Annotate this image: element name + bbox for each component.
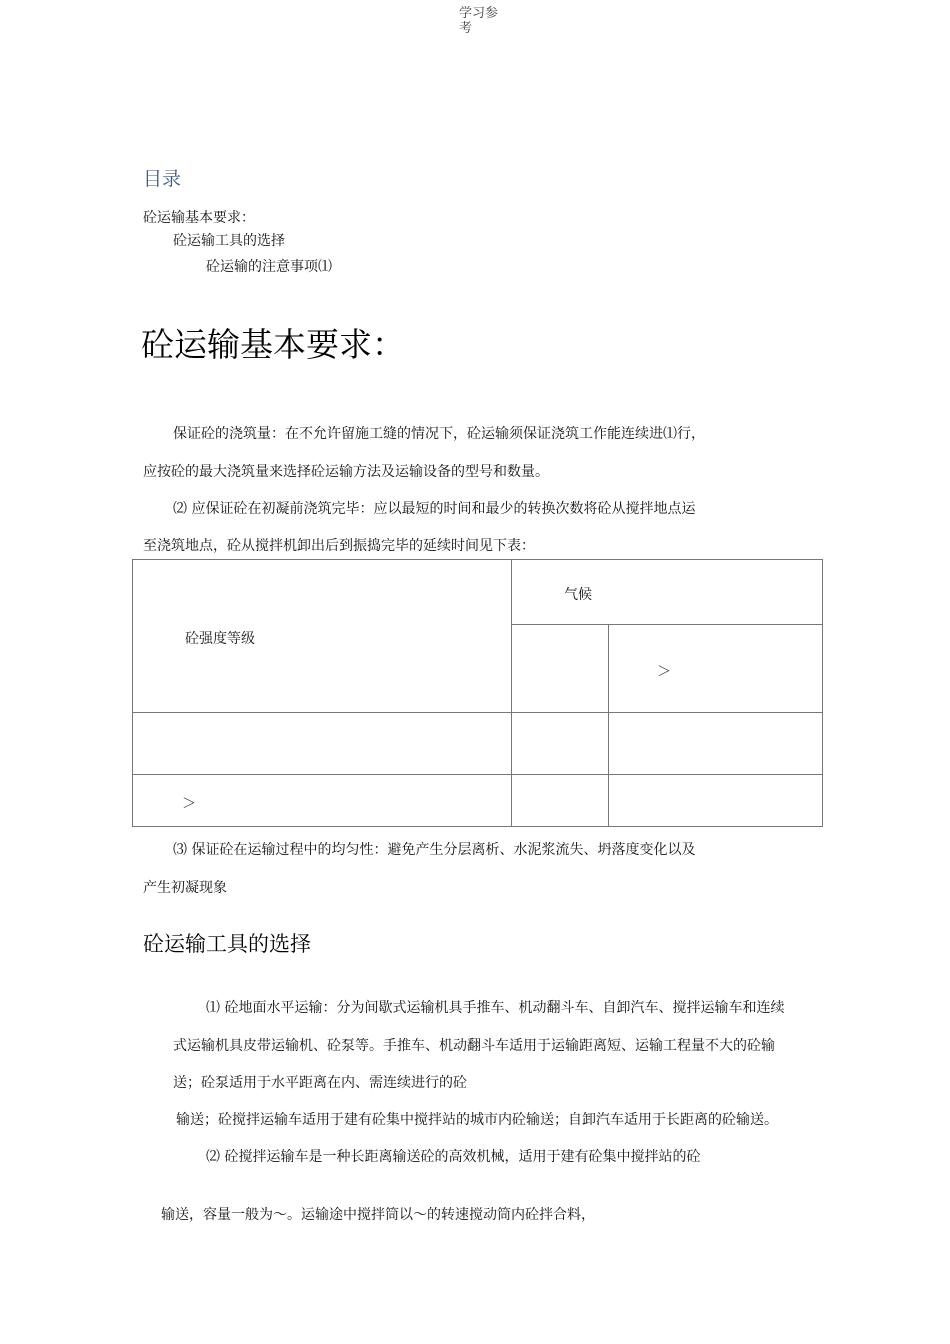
paragraph-2-line-1: ⑵ 应保证砼在初凝前浇筑完毕：应以最短的时间和最少的转换次数将砼从搅拌地点运 bbox=[173, 501, 696, 517]
table-subheader-right: ＞ bbox=[609, 625, 823, 713]
table-row-label: ＞ bbox=[133, 775, 512, 827]
table-cell bbox=[133, 713, 512, 775]
paragraph-1-line-1: 保证砼的浇筑量：在不允许留施工缝的情况下，砼运输须保证浇筑工作能连续进⑴行， bbox=[173, 426, 705, 442]
paragraph-3-line-1: ⑶ 保证砼在运输过程中的均匀性：避免产生分层离析、水泥浆流失、坍落度变化以及 bbox=[173, 842, 696, 858]
paragraph-2-line-2: 至浇筑地点，砼从搅拌机卸出后到振捣完毕的延续时间见下表： bbox=[143, 538, 535, 554]
table-cell bbox=[609, 713, 823, 775]
paragraph-1-line-2: 应按砼的最大浇筑量来选择砼运输方法及运输设备的型号和数量。 bbox=[143, 464, 549, 480]
paragraph-3-line-2: 产生初凝现象 bbox=[143, 880, 227, 896]
tools-paragraph-2-line-1: ⑵ 砼搅拌运输车是一种长距离输送砼的高效机械，适用于建有砼集中搅拌站的砼 bbox=[206, 1149, 701, 1165]
table-header-climate: 气候 bbox=[512, 560, 823, 625]
toc-title: 目录 bbox=[143, 168, 182, 190]
tools-paragraph-1-line-3: 送；砼泵适用于水平距离在内、需连续进行的砼 bbox=[173, 1075, 467, 1091]
tools-paragraph-2-line-2: 输送，容量一般为～。运输途中搅拌筒以～的转速搅动筒内砼拌合料， bbox=[161, 1207, 595, 1223]
tools-paragraph-1-line-4: 输送；砼搅拌运输车适用于建有砼集中搅拌站的城市内砼输送；自卸汽车适用于长距离的砼输送。 bbox=[176, 1112, 778, 1128]
section-heading-basic-requirements: 砼运输基本要求： bbox=[141, 325, 405, 364]
toc-item-3[interactable]: 砼运输的注意事项⑴ bbox=[206, 259, 332, 275]
table-cell bbox=[512, 775, 609, 827]
toc-item-1[interactable]: 砼运输基本要求： bbox=[143, 210, 255, 226]
table-cell bbox=[609, 775, 823, 827]
tools-paragraph-1-line-2: 式运输机具皮带运输机、砼泵等。手推车、机动翻斗车适用于运输距离短、运输工程量不大的砼输 bbox=[173, 1038, 775, 1054]
section-heading-transport-tools: 砼运输工具的选择 bbox=[143, 932, 311, 956]
table-cell bbox=[512, 713, 609, 775]
page-header: 学习参考 bbox=[459, 6, 499, 36]
duration-table bbox=[132, 559, 823, 827]
tools-paragraph-1-line-1: ⑴ 砼地面水平运输：分为间歇式运输机具手推车、机动翻斗车、自卸汽车、搅拌运输车和连续 bbox=[206, 1000, 785, 1016]
table-subheader-left bbox=[512, 625, 609, 713]
toc-item-2[interactable]: 砼运输工具的选择 bbox=[173, 233, 285, 249]
table-header-strength-grade: 砼强度等级 bbox=[133, 560, 512, 713]
